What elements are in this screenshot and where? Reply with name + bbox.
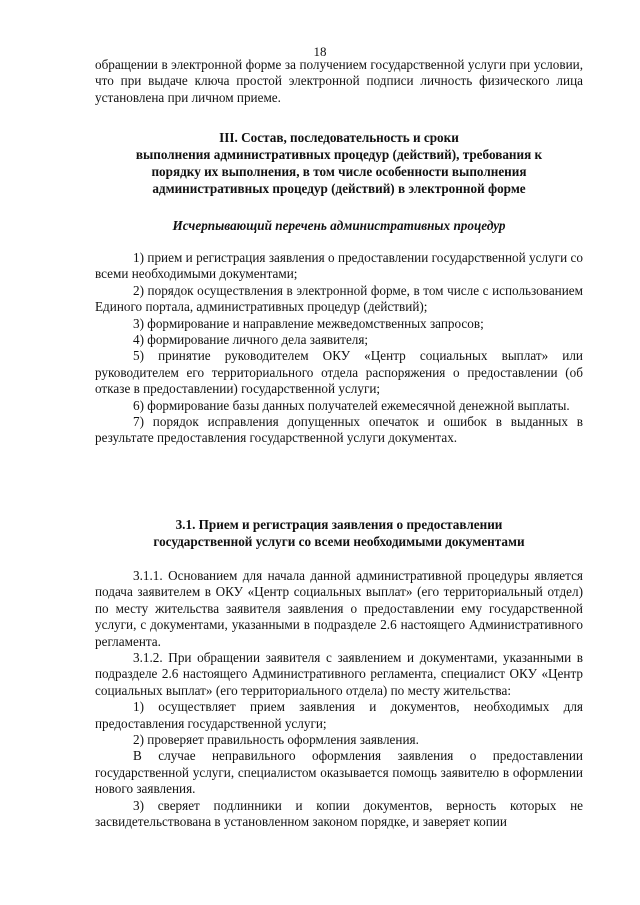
section-3-title-line-3: порядку их выполнения, в том числе особенности выполнения <box>151 164 527 179</box>
procedure-item: 3) формирование и направление межведомственных запросов; <box>133 315 484 331</box>
procedure-item: 1) прием и регистрация заявления о предоставлении государственной услуги со всеми необходимыми документами; <box>95 250 583 282</box>
intro-block <box>95 57 583 106</box>
body-paragraph: 3.1.2. При обращении заявителя с заявлением и документами, указанными в подразделе 2.6 настоящего Административного регламента, специалист ОКУ «Центр социальных выплат» (его территориального отдела) по месту жительства: <box>95 650 583 698</box>
body-paragraph: В случае неправильного оформления заявления о предоставлении государственной услуги, специалистом оказывается помощь заявителю в оформлении нового заявления. <box>95 748 583 797</box>
section-3-heading <box>95 129 583 197</box>
section-3-title-line-2: выполнения административных процедур (действий), требования к <box>135 147 543 162</box>
section-3-1-body <box>95 568 583 831</box>
body-paragraph: 3.1.1. Основанием для начала данной административной процедуры является подача заявителем в ОКУ «Центр социальных выплат» (его территориальный отдел) по месту жительства заявителя заявления о предоставлении ему государственной услуги, с документами, указанными в подразделе 2.6 настоящего Административного регламента. <box>95 568 583 649</box>
procedures-subtitle: Исчерпывающий перечень административных процедур <box>172 218 506 233</box>
procedure-item: 7) порядок исправления допущенных опечаток и ошибок в выданных в результате предоставления государственной услуги документах. <box>95 414 583 446</box>
section-3-1-title-line-1: 3.1. Прием и регистрация заявления о предоставлении <box>175 517 503 532</box>
intro-paragraph: обращении в электронной форме за получением государственной услуги при условии, что при выдаче ключа простой электронной подписи личность физического лица установлена при личном приеме. <box>95 57 583 105</box>
section-3-1-title-line-2: государственной услуги со всеми необходимыми документами <box>153 534 525 549</box>
body-paragraph: 3) сверяет подлинники и копии документов, верность которых не засвидетельствована в установленном законом порядке, и заверяет копии <box>95 797 583 830</box>
page-number: 18 <box>313 44 327 59</box>
section-3-title-line-1: III. Состав, последовательность и сроки <box>219 130 459 145</box>
procedure-item: 5) принятие руководителем ОКУ «Центр социальных выплат» или руководителем его территориального отдела распоряжения о предоставлении (об отказе в предоставлении) государственной услуги; <box>95 348 583 397</box>
procedures-subtitle-block <box>95 218 583 234</box>
section-3-title-line-4: административных процедур (действий) в электронной форме <box>152 181 526 196</box>
body-paragraph: 1) осуществляет прием заявления и документов, необходимых для предоставления государственной услуги; <box>95 699 583 731</box>
procedure-item: 6) формирование базы данных получателей ежемесячной денежной выплаты. <box>133 397 570 413</box>
procedure-item: 2) порядок осуществления в электронной форме, в том числе с использованием Единого портала, административных процедур (действий); <box>95 282 583 315</box>
procedure-item: 4) формирование личного дела заявителя; <box>133 332 369 348</box>
section-3-1-heading <box>95 516 583 550</box>
body-paragraph: 2) проверяет правильность оформления заявления. <box>133 732 419 748</box>
procedures-list <box>95 250 583 447</box>
